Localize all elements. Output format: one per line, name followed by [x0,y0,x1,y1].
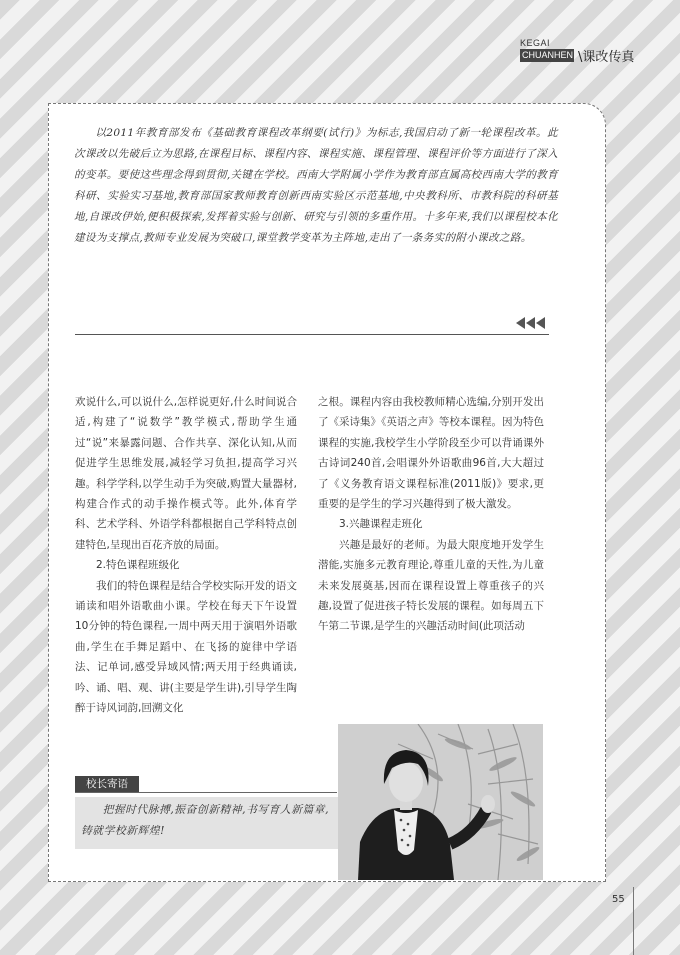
intro-paragraph: 以2011年教育部发布《基础教育课程改革纲要(试行)》为标志,我国启动了新一轮课程改革。此次课改以先破后立为思路,在课程目标、课程内容、课程实施、课程管理、课程评价等方面进行了深入的变革。要使这些理念得到贯彻,关键在学校。西南大学附属小学作为教育部直属高校西南大学的教育科研、实验实习基地,教育部国家教师教育创新西南实验区示范基地,中央教科所、市教科院的科研基地,自课改伊始,便积极探索,发挥着实验与创新、研究与引领的多重作用。十多年来,我们以课程校本化建设为支撑点,教师专业发展为突破口,课堂教学变革为主阵地,走出了一条务实的附小课改之路。 [74,127,558,244]
page-number-rule [633,887,634,955]
header-chuanhen-label: CHUANHEN [522,50,574,60]
principal-photo [338,724,543,880]
article-paragraph: 欢说什么,可以说什么,怎样说更好,什么时间说合适,构建了“说数学”教学模式,帮助学生通过“说”来暴露问题、合作共享、深化认知,从而促进学生思维发展,减轻学习负担,提高学习兴趣。科学学科,以学生动手为突破,购置大量器材,构建合作式的动手操作模式等。此外,体育学科、艺术学科、外语学科都根据自己学科特点创建特色,呈现出百花齐放的局面。 [75,396,297,551]
principal-message-label: 校长寄语 [75,776,139,792]
triple-arrow-icon [515,316,547,330]
subheading-interest-course: 3.兴趣课程走班化 [339,518,423,531]
intro-divider [75,334,549,335]
article-paragraph: 我们的特色课程是结合学校实际开发的语文诵读和唱外语歌曲小课。学校在每天下午设置10分钟的特色课程,一周中两天用于演唱外语歌曲,学生在手舞足蹈中、在飞扬的旋律中学语法、记单词,感受异域风情;两天用于经典诵读,吟、诵、唱、观、讲(主要是学生讲),引导学生陶醉于诗风词韵,回溯文化 [75,579,297,715]
subheading-feature-course: 2.特色课程班级化 [96,559,180,572]
principal-message-divider [75,792,337,793]
article-column-left [75,392,297,719]
page-number: 55 [612,894,625,905]
header-kegai-label: KEGAI [520,38,551,48]
article-paragraph: 之根。课程内容由我校教师精心选编,分别开发出了《采诗集》《英语之声》等校本课程。因为特色课程的实施,我校学生小学阶段至少可以背诵课外古诗词240首,会唱课外外语歌曲96首,大大超过了《义务教育语文课程标准(2011版)》要求,更重要的是学生的学习兴趣得到了极大激发。 [318,396,544,511]
principal-quote: 把握时代脉搏,振奋创新精神,书写育人新篇章,铸就学校新辉煌! [75,797,345,849]
article-paragraph: 兴趣是最好的老师。为最大限度地开发学生潜能,实施多元教育理论,尊重儿童的天性,为儿童未来发展奠基,因而在课程设置上尊重孩子的兴趣,设置了促进孩子特长发展的课程。如每周五下午第二节课,是学生的兴趣活动时间(此项活动 [318,538,544,633]
article-column-right [318,392,544,637]
section-title: \课改传真 [578,50,635,65]
